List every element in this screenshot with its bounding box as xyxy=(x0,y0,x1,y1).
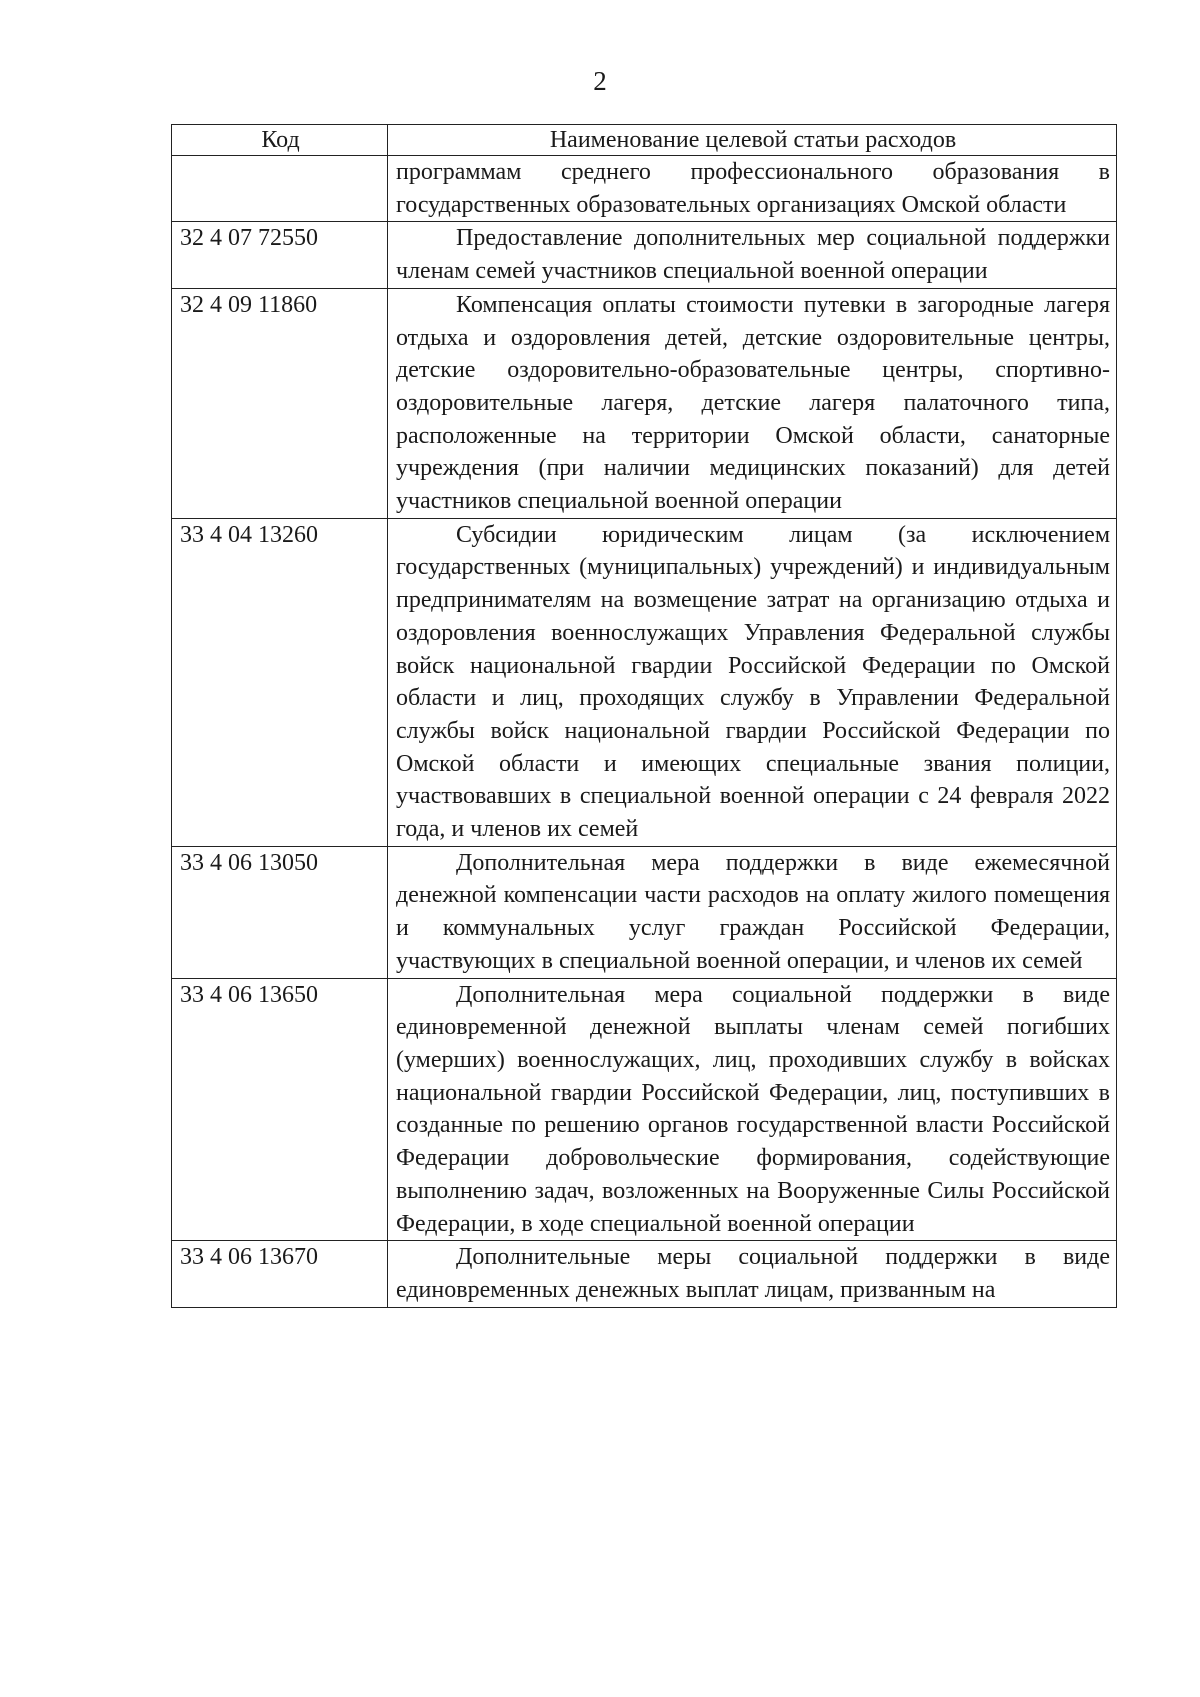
code-cell: 32 4 07 72550 xyxy=(172,222,388,288)
table-row xyxy=(172,156,1117,222)
table-row xyxy=(172,1241,1117,1307)
name-cell: Дополнительная мера поддержки в виде ежемесячной денежной компенсации части расходов на оплату жилого помещения и коммунальных услуг граждан Российской Федерации, участвующих в специальной военной операции, и членов их семей xyxy=(388,846,1117,978)
code-column-header: Код xyxy=(172,125,388,156)
name-cell: программам среднего профессионального образования в государственных образовательных организациях Омской области xyxy=(388,156,1117,222)
name-cell: Компенсация оплаты стоимости путевки в загородные лагеря отдыха и оздоровления детей, детские оздоровительные центры, детские оздоровительно-образовательные центры, спортивно-оздоровительные лагеря, детские лагеря палаточного типа, расположенные на территории Омской области, санаторные учреждения (при наличии медицинских показаний) для детей участников специальной военной операции xyxy=(388,288,1117,518)
code-cell: 33 4 06 13650 xyxy=(172,978,388,1241)
table-row xyxy=(172,518,1117,846)
code-cell: 33 4 04 13260 xyxy=(172,518,388,846)
page-number: 2 xyxy=(593,66,607,96)
budget-items-table xyxy=(171,124,1117,1308)
code-cell xyxy=(172,156,388,222)
table-row xyxy=(172,846,1117,978)
table-row xyxy=(172,288,1117,518)
name-column-header: Наименование целевой статьи расходов xyxy=(388,125,1117,156)
code-cell: 33 4 06 13050 xyxy=(172,846,388,978)
table-row xyxy=(172,978,1117,1241)
code-cell: 33 4 06 13670 xyxy=(172,1241,388,1307)
code-cell: 32 4 09 11860 xyxy=(172,288,388,518)
name-cell: Предоставление дополнительных мер социальной поддержки членам семей участников специальной военной операции xyxy=(388,222,1117,288)
table-row xyxy=(172,222,1117,288)
name-cell: Дополнительная мера социальной поддержки в виде единовременной денежной выплаты членам семей погибших (умерших) военнослужащих, лиц, проходивших службу в войсках национальной гвардии Российской Федерации, лиц, поступивших в созданные по решению органов государственной власти Российской Федерации добровольческие формирования, содействующие выполнению задач, возложенных на Вооруженные Силы Российской Федерации, в ходе специальной военной операции xyxy=(388,978,1117,1241)
name-cell: Дополнительные меры социальной поддержки в виде единовременных денежных выплат лицам, призванным на xyxy=(388,1241,1117,1307)
table-header-row xyxy=(172,125,1117,156)
name-cell: Субсидии юридическим лицам (за исключением государственных (муниципальных) учреждений) и индивидуальным предпринимателям на возмещение затрат на организацию отдыха и оздоровления военнослужащих Управления Федеральной службы войск национальной гвардии Российской Федерации по Омской области и лиц, проходящих службу в Управлении Федеральной службы войск национальной гвардии Российской Федерации по Омской области и имеющих специальные звания полиции, участвовавших в специальной военной операции с 24 февраля 2022 года, и членов их семей xyxy=(388,518,1117,846)
